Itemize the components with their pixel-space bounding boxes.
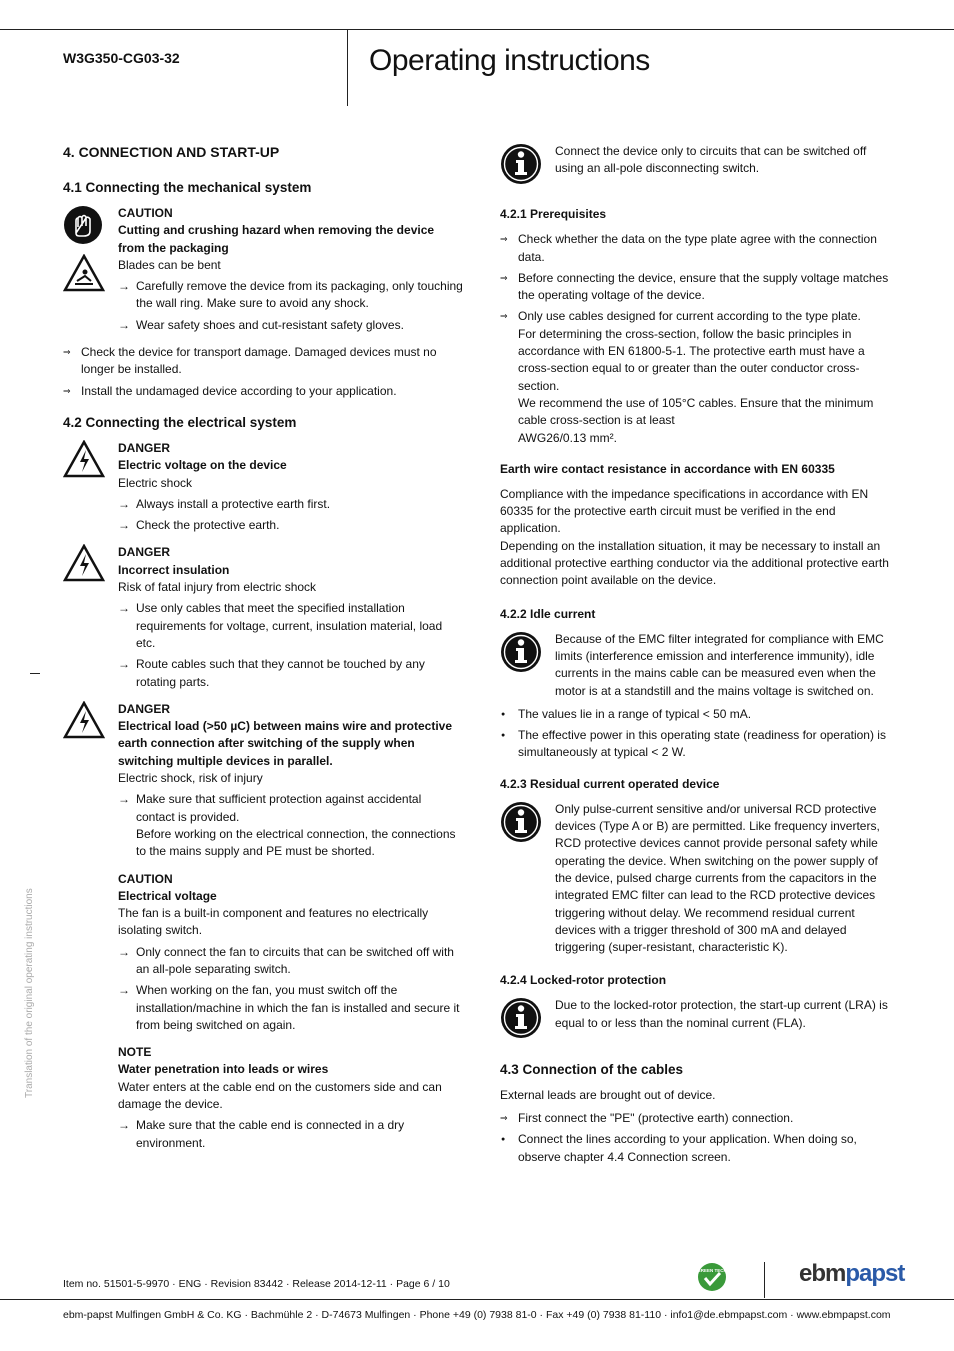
right-column: [500, 143, 890, 1170]
caution-desc: Blades can be bent: [118, 257, 221, 272]
document-info: Item no. 51501-5-9970 · ENG · Revision 83442 · Release 2014-12-11 · Page 6 / 10: [63, 1278, 450, 1290]
caution-block-mechanical: [63, 205, 463, 338]
info-block-rcd: [500, 801, 890, 957]
prereq-text: For determining the cross-section, follow the basic principles in accordance with EN 61800-5-1. The protective earth must have a cross-section equal to or greater than the outer conductor cross-section.: [518, 326, 865, 393]
header-top-rule: [0, 29, 954, 30]
instruction-step: → When working on the fan, you must switch off the installation/machine in which the fan is installed and secure it from being switched on again.: [118, 982, 463, 1034]
instruction-step: [118, 791, 463, 860]
check-item: ⇒ Check the device for transport damage. Damaged devices must no longer be installed.: [63, 344, 463, 379]
footer-rule: [0, 1299, 954, 1300]
note-desc: Water enters at the cable end on the customers side and can damage the device.: [118, 1079, 442, 1112]
gloves-icon: [63, 205, 103, 245]
cables-item: ⇒ First connect the "PE" (protective earth) connection.: [500, 1110, 890, 1127]
page-title: Operating instructions: [369, 44, 650, 77]
info-icon: [500, 143, 542, 185]
subsection-heading-4-2: 4.2 Connecting the electrical system: [63, 414, 297, 430]
idle-item: ● The effective power in this operating state (readiness for operation) is simultaneously at typical < 2 W.: [500, 727, 890, 762]
danger-desc: Risk of fatal injury from electric shock: [118, 580, 317, 595]
instruction-step: → Check the protective earth.: [118, 517, 463, 534]
danger-desc: Electric shock: [118, 475, 193, 490]
subsection-heading-4-2-2: 4.2.2 Idle current: [500, 606, 596, 621]
subsection-heading-4-2-4: 4.2.4 Locked-rotor protection: [500, 973, 667, 988]
subsection-heading-4-1: 4.1 Connecting the mechanical system: [63, 180, 312, 195]
info-block-locked-rotor: [500, 997, 890, 1044]
caution-block-electrical: [63, 871, 463, 1039]
header-divider: [347, 30, 348, 106]
info-icon: [500, 801, 542, 843]
ebmpapst-logo: [799, 1260, 904, 1288]
prereq-text: ⇒ Only use cables designed for current according to the type plate.: [518, 309, 861, 324]
instruction-step: → Use only cables that meet the specified installation requirements for voltage, current, insulation material, load etc.: [118, 600, 463, 652]
sidebar-note: Translation of the original operating instructions: [24, 888, 35, 1098]
caution-title: Cutting and crushing hazard when removing the device from the packaging: [118, 223, 435, 255]
caution-desc: The fan is a built-in component and features no electrically isolating switch.: [118, 906, 429, 938]
crush-hazard-icon: [63, 254, 105, 292]
step-text: Make sure that sufficient protection against accidental contact is provided.: [136, 792, 422, 824]
danger-block-electrical-load: [63, 701, 463, 865]
instruction-step: → Only connect the fan to circuits that can be switched off with an all-pole separating switch.: [118, 944, 463, 979]
prerequisite-item: ⇒ Check whether the data on the type plate agree with the connection data.: [500, 231, 890, 266]
fold-mark: [30, 673, 40, 674]
prerequisite-item: ⇒ Before connecting the device, ensure that the supply voltage matches the operating voltage of the device.: [500, 270, 890, 305]
idle-item: ● The values lie in a range of typical < 50 mA.: [500, 706, 890, 723]
subsection-heading-4-2-1: 4.2.1 Prerequisites: [500, 207, 607, 222]
info-text: Only pulse-current sensitive and/or universal RCD protective devices (Type A or B) are permitted. Like frequency inverters, RCD protective devices cannot provide personal safety while operating the device. When switching on the power supply of the device, pulsed charge currents from the capacitors in the integrated EMC filter can lead to the RCD protective devices triggering without delay. We recommend residual current devices with a trigger threshold of 300 mA and delayed triggering (super-resistant, characteristic K).: [555, 801, 880, 955]
prerequisite-item: [500, 308, 890, 446]
prereq-text: AWG26/0.13 mm².: [518, 430, 617, 445]
logo-divider: [764, 1262, 765, 1298]
logo-ebm: ebm: [799, 1260, 846, 1287]
caution-title: Electrical voltage: [118, 888, 217, 903]
earth-paragraph: Depending on the installation situation, it may be necessary to install an additional protective earthing conductor via the additional protective earth connection point available on the device.: [500, 538, 889, 588]
danger-title: Electrical load (>50 µC) between mains wire and protective earth connection after switching of the supply when switching multiple devices in parallel.: [118, 719, 453, 768]
caution-label: CAUTION: [118, 871, 173, 886]
subsection-heading-4-3: 4.3 Connection of the cables: [500, 1061, 684, 1077]
danger-label: DANGER: [118, 545, 171, 560]
danger-label: DANGER: [118, 701, 171, 716]
info-icon: [500, 631, 542, 673]
instruction-step: → Always install a protective earth first.: [118, 496, 463, 513]
electric-hazard-icon: [63, 440, 105, 478]
info-text: Due to the locked-rotor protection, the start-up current (LRA) is equal to or less than the nominal current (FLA).: [555, 998, 888, 1030]
check-item: ⇒ Install the undamaged device according to your application.: [63, 383, 463, 400]
earth-heading: Earth wire contact resistance in accordance with EN 60335: [500, 461, 835, 476]
note-label: NOTE: [118, 1045, 152, 1060]
caution-label: CAUTION: [118, 206, 173, 220]
model-number: W3G350-CG03-32: [63, 50, 180, 66]
cables-paragraph: External leads are brought out of device.: [500, 1087, 716, 1102]
danger-title: Incorrect insulation: [118, 562, 230, 577]
instruction-step: → Carefully remove the device from its packaging, only touching the wall ring. Make sure to avoid any shock.: [118, 278, 463, 313]
danger-block-insulation: [63, 544, 463, 694]
instruction-step: → Route cables such that they cannot be touched by any rotating parts.: [118, 656, 463, 691]
info-text: Connect the device only to circuits that can be switched off using an all-pole disconnecting switch.: [555, 144, 867, 176]
subsection-heading-4-2-3: 4.2.3 Residual current operated device: [500, 776, 720, 791]
left-column: [63, 143, 463, 1162]
note-title: Water penetration into leads or wires: [118, 1062, 329, 1077]
section-heading: 4. CONNECTION AND START-UP: [63, 144, 280, 160]
step-text-continued: Before working on the electrical connection, the connections to the mains supply and PE must be shorted.: [136, 826, 456, 859]
instruction-step: → Make sure that the cable end is connected in a dry environment.: [118, 1117, 463, 1152]
cables-item: ● Connect the lines according to your application. When doing so, observe chapter 4.4 Connection screen.: [500, 1131, 890, 1166]
info-text: Because of the EMC filter integrated for compliance with EMC limits (interference emission and interference immunity), idle currents in the mains cable can be measured even when the motor is at a standstill and the mains voltage is switched on.: [555, 631, 884, 698]
danger-title: Electric voltage on the device: [118, 458, 287, 473]
info-block-idle: [500, 631, 890, 700]
electric-hazard-icon: [63, 701, 105, 739]
instruction-step: → Wear safety shoes and cut-resistant safety gloves.: [118, 317, 463, 334]
danger-label: DANGER: [118, 440, 171, 455]
green-tech-label: GREEN TECH: [697, 1268, 727, 1273]
company-address: ebm-papst Mulfingen GmbH & Co. KG · Bachmühle 2 · D-74673 Mulfingen · Phone +49 (0) 7938 81-0 · Fax +49 (0) 7938 81-110 · info1@de.ebmpapst.com · www.ebmpapst.com: [63, 1309, 891, 1321]
danger-desc: Electric shock, risk of injury: [118, 771, 263, 786]
danger-block-voltage: [63, 440, 463, 538]
electric-hazard-icon: [63, 544, 105, 582]
prereq-text: We recommend the use of 105°C cables. Ensure that the minimum cable cross-section is at least: [518, 395, 874, 428]
earth-paragraph: Compliance with the impedance specifications in accordance with EN 60335 for the protective earth circuit must be verified in the end application.: [500, 486, 869, 536]
note-block-water: [63, 1044, 463, 1156]
logo-papst: papst: [845, 1260, 905, 1287]
green-tech-badge-icon: [697, 1262, 727, 1292]
info-block-switch: [500, 143, 890, 190]
info-icon: [500, 997, 542, 1039]
